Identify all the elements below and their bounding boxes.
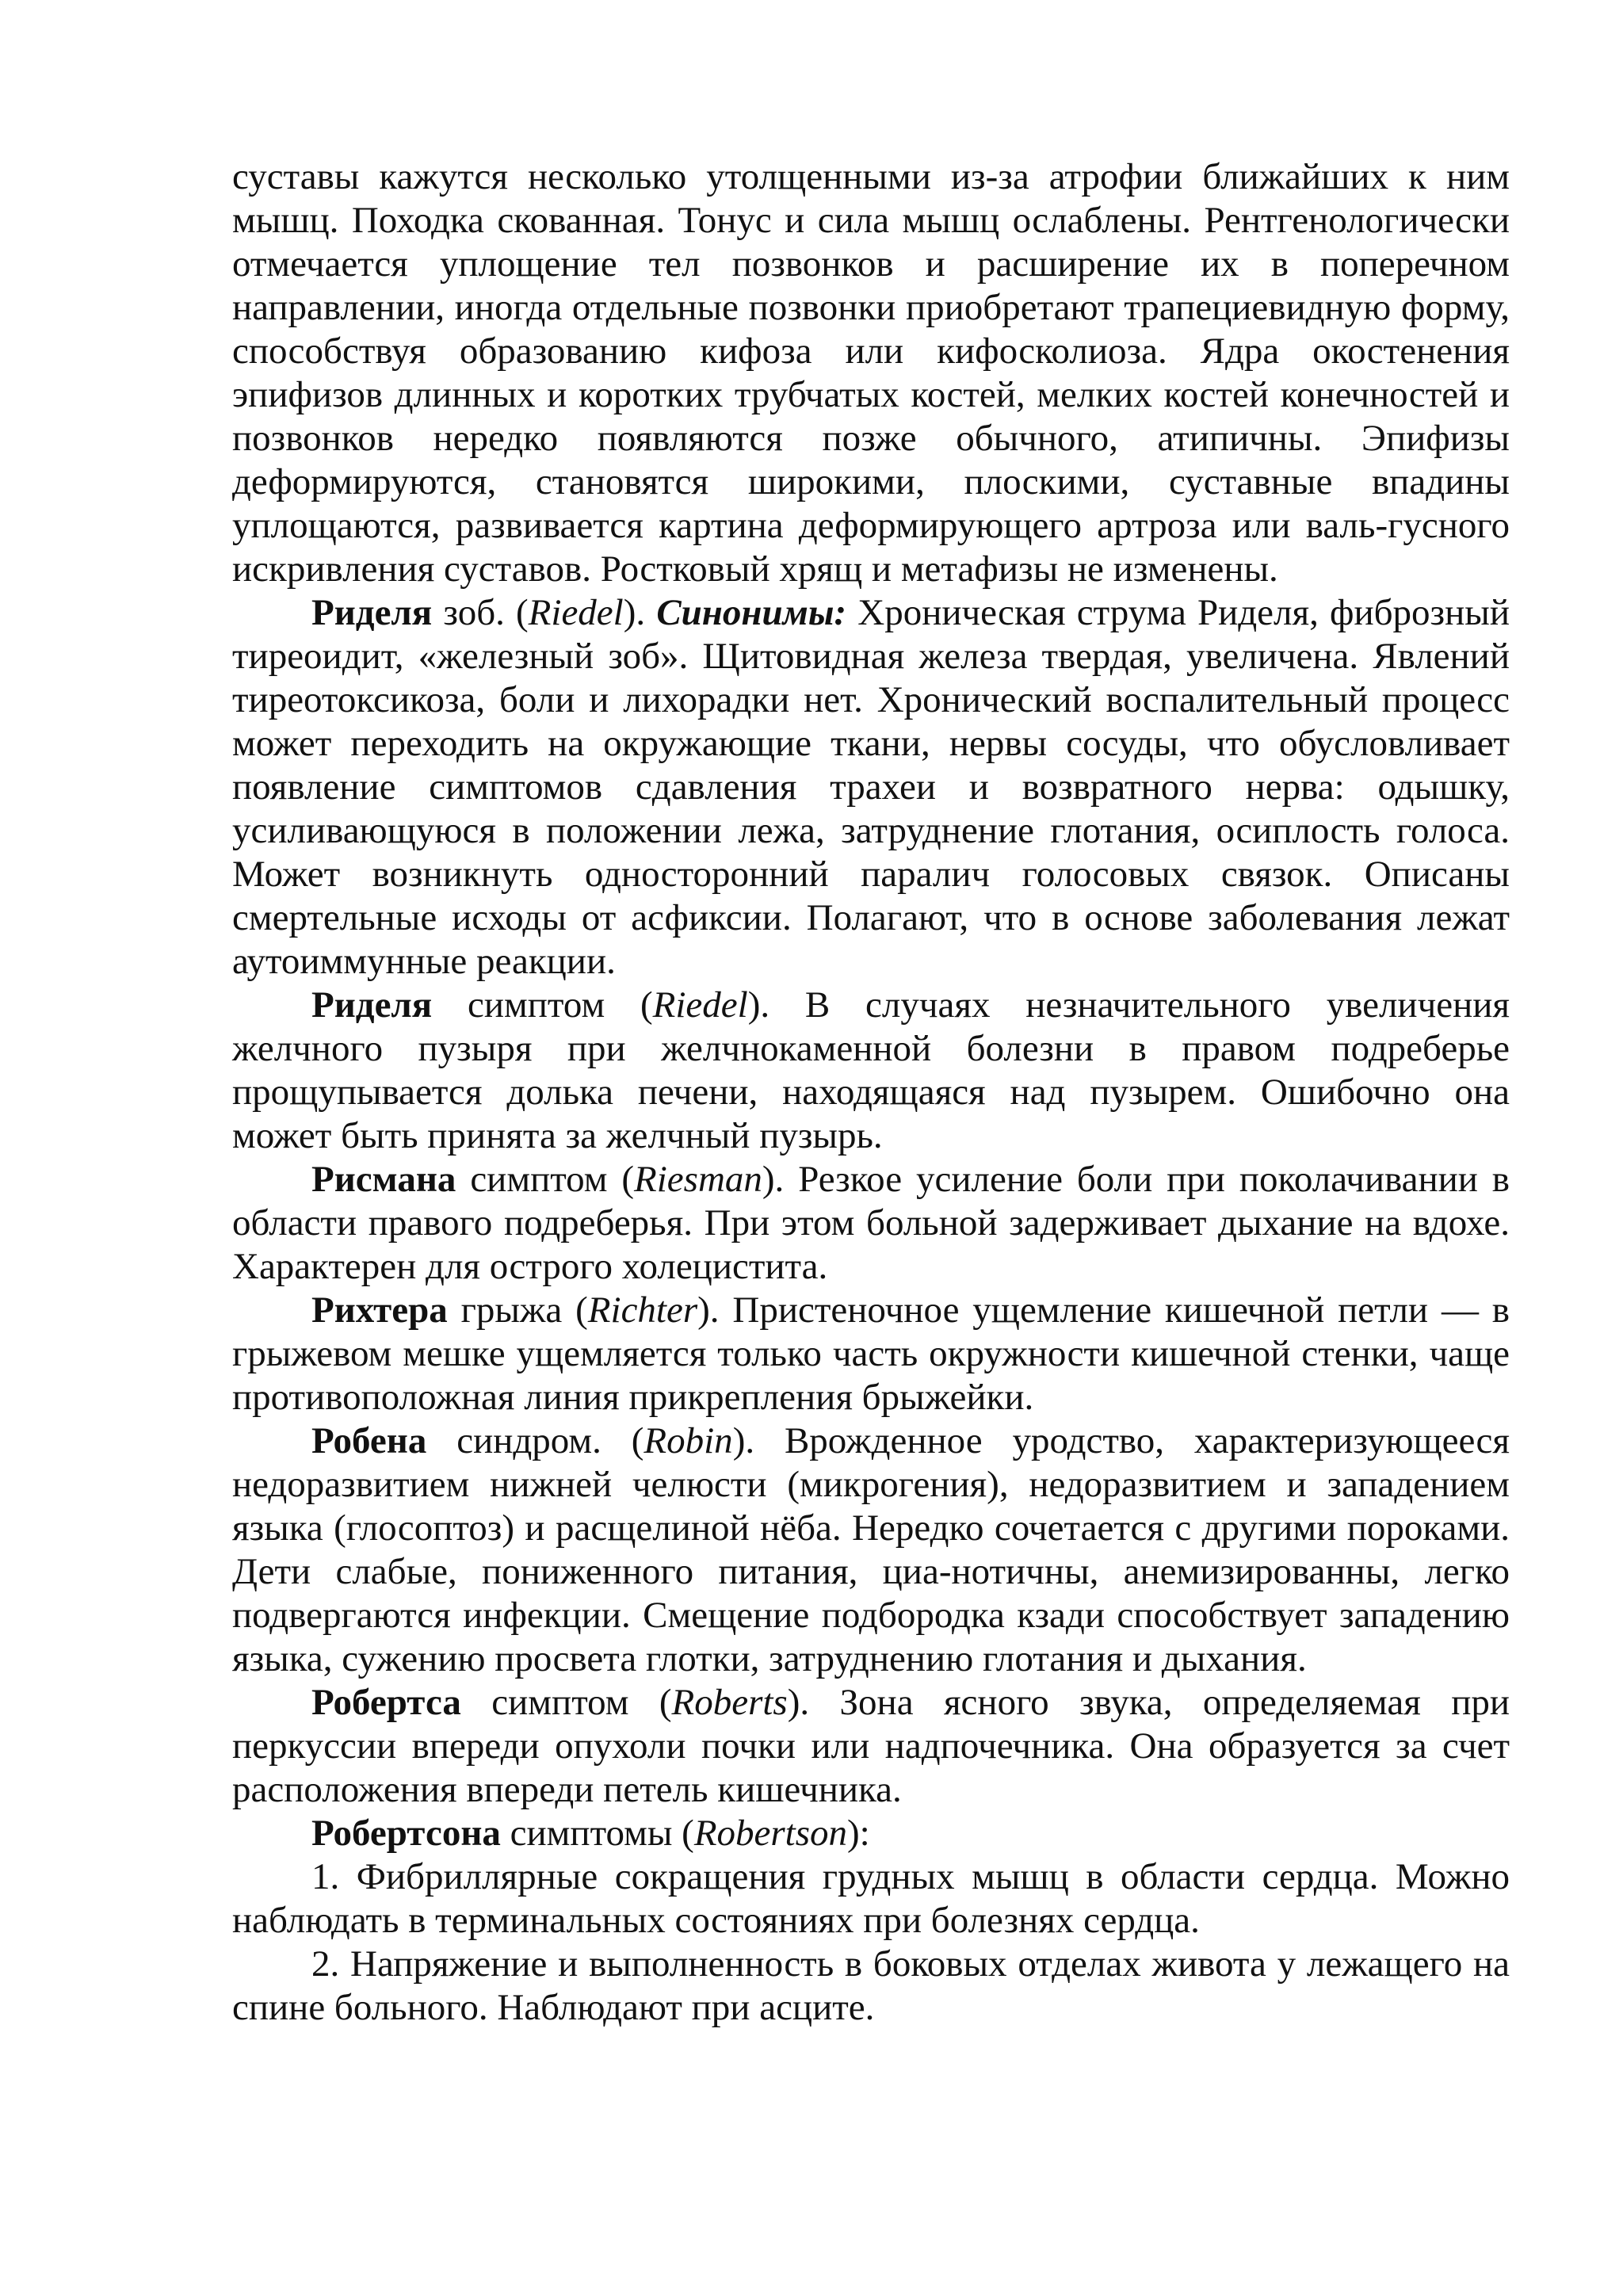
entry-latin-name: Robin (643, 1420, 733, 1461)
entry-after-latin: ). (732, 1420, 755, 1461)
entry-kind: симптом ( (432, 984, 653, 1026)
entry-term: Риделя (311, 592, 433, 633)
entry-text: Пристеночное ущемление кишечной петли — в грыжевом мешке ущемляется только часть окружности кишечной стенки, чаще противоположная линия прикрепления брыжейки. (232, 1289, 1510, 1418)
entry-roberts-symptom (232, 1681, 1510, 1812)
entry-after-latin: ). (747, 984, 770, 1026)
entry-kind: грыжа ( (447, 1289, 588, 1331)
entry-riedel-symptom (232, 984, 1510, 1158)
entry-text: Хроническая струма Риделя, фиброзный тиреоидит, «железный зоб». Щитовидная железа твердая, увеличена. Явлений тиреотоксикоза, боли и лихорадки нет. Хронический воспалительный процесс может переходить на окружающие ткани, нервы сосуды, что обусловливает появление симптомов сдавления трахеи и возвратного нерва: одышку, усиливающуюся в положении лежа, затруднение глотания, осиплость голоса. Может возникнуть односторонний паралич голосовых связок. Описаны смертельные исходы от асфиксии. Полагают, что в основе заболевания лежат аутоиммунные реакции. (232, 592, 1510, 982)
entry-text: Резкое усиление боли при поколачивании в области правого подреберья. При этом больной задерживает дыхание на вдохе. Характерен для острого холецистита. (232, 1159, 1510, 1287)
entry-term: Рихтера (311, 1289, 448, 1331)
entry-after-latin: ). (787, 1682, 810, 1723)
entry-robin-syndrome (232, 1419, 1510, 1681)
entry-latin-name: Robertson (693, 1813, 848, 1854)
document-page (232, 155, 1510, 2030)
entry-kind: симптом ( (460, 1682, 672, 1723)
entry-kind: синдром. ( (426, 1420, 644, 1461)
entry-term: Робертсона (311, 1813, 501, 1854)
entry-richter-hernia (232, 1289, 1510, 1419)
entry-after-latin: ). (623, 592, 657, 633)
entry-kind: симптом ( (456, 1159, 635, 1200)
entry-riesman-symptom (232, 1158, 1510, 1289)
continuation-text: суставы кажутся несколько утолщенными из-за атрофии ближайших к ним мышц. Походка скованная. Тонус и сила мышц ослаблены. Рентгенологически отмечается уплощение тел позвонков и расширение их в поперечном направлении, иногда отдельные позвонки приобретают трапециевидную форму, способствуя образованию кифоза или кифосколиоза. Ядра окостенения эпифизов длинных и коротких трубчатых костей, мелких костей конечностей и позвонков нередко появляются позже обычного, атипичны. Эпифизы деформируются, становятся широкими, плоскими, суставные впадины уплощаются, развивается картина деформирующего артроза или валь-гусного искривления суставов. Ростковый хрящ и метафизы не изменены. (232, 156, 1510, 590)
entry-term: Робертса (311, 1682, 461, 1723)
entry-riedel-goiter (232, 591, 1510, 984)
entry-after-latin: ). (762, 1159, 785, 1200)
entry-after-latin: ). (697, 1289, 720, 1331)
entry-latin-name: Riedel (652, 984, 748, 1026)
entry-term: Рисмана (311, 1159, 456, 1200)
entry-latin-name: Richter (587, 1289, 698, 1331)
continuation-paragraph (232, 155, 1510, 591)
list-item-text: 2. Напряжение и выполненность в боковых отделах живота у лежащего на спине больного. Наблюдают при асците. (232, 1943, 1510, 2028)
entry-kind: симптомы ( (500, 1813, 694, 1854)
entry-text: В случаях незначительного увеличения желчного пузыря при желчнокаменной болезни в правом подреберье прощупывается долька печени, находящаяся над пузырем. Ошибочно она может быть принята за желчный пузырь. (232, 984, 1510, 1156)
entry-after-latin: ): (847, 1813, 870, 1854)
entry-text: Зона ясного звука, определяемая при перкуссии впереди опухоли почки или надпочечника. Она образуется за счет расположения впереди петель кишечника. (232, 1682, 1510, 1810)
entry-latin-name: Riesman (634, 1159, 762, 1200)
synonyms-label: Синонимы: (656, 592, 847, 633)
entry-latin-name: Riedel (528, 592, 624, 633)
entry-term: Риделя (311, 984, 433, 1026)
list-item-text: 1. Фибриллярные сокращения грудных мышц в области сердца. Можно наблюдать в терминальных состояниях при болезнях сердца. (232, 1856, 1510, 1941)
entry-term: Робена (311, 1420, 427, 1461)
entry-kind: зоб. ( (432, 592, 529, 633)
robertson-item-2 (232, 1943, 1510, 2030)
entry-text: Врожденное уродство, характеризующееся недоразвитием нижней челюсти (микрогения), недоразвитием и западением языка (глосоптоз) и расщелиной нёба. Нередко сочетается с другими пороками. Дети слабые, пониженного питания, циа-нотичны, анемизированны, легко подвергаются инфекции. Смещение подбородка кзади способствует западению языка, сужению просвета глотки, затруднению глотания и дыхания. (232, 1420, 1510, 1679)
entry-latin-name: Roberts (671, 1682, 788, 1723)
robertson-item-1 (232, 1855, 1510, 1943)
entry-robertson-symptoms (232, 1812, 1510, 1855)
